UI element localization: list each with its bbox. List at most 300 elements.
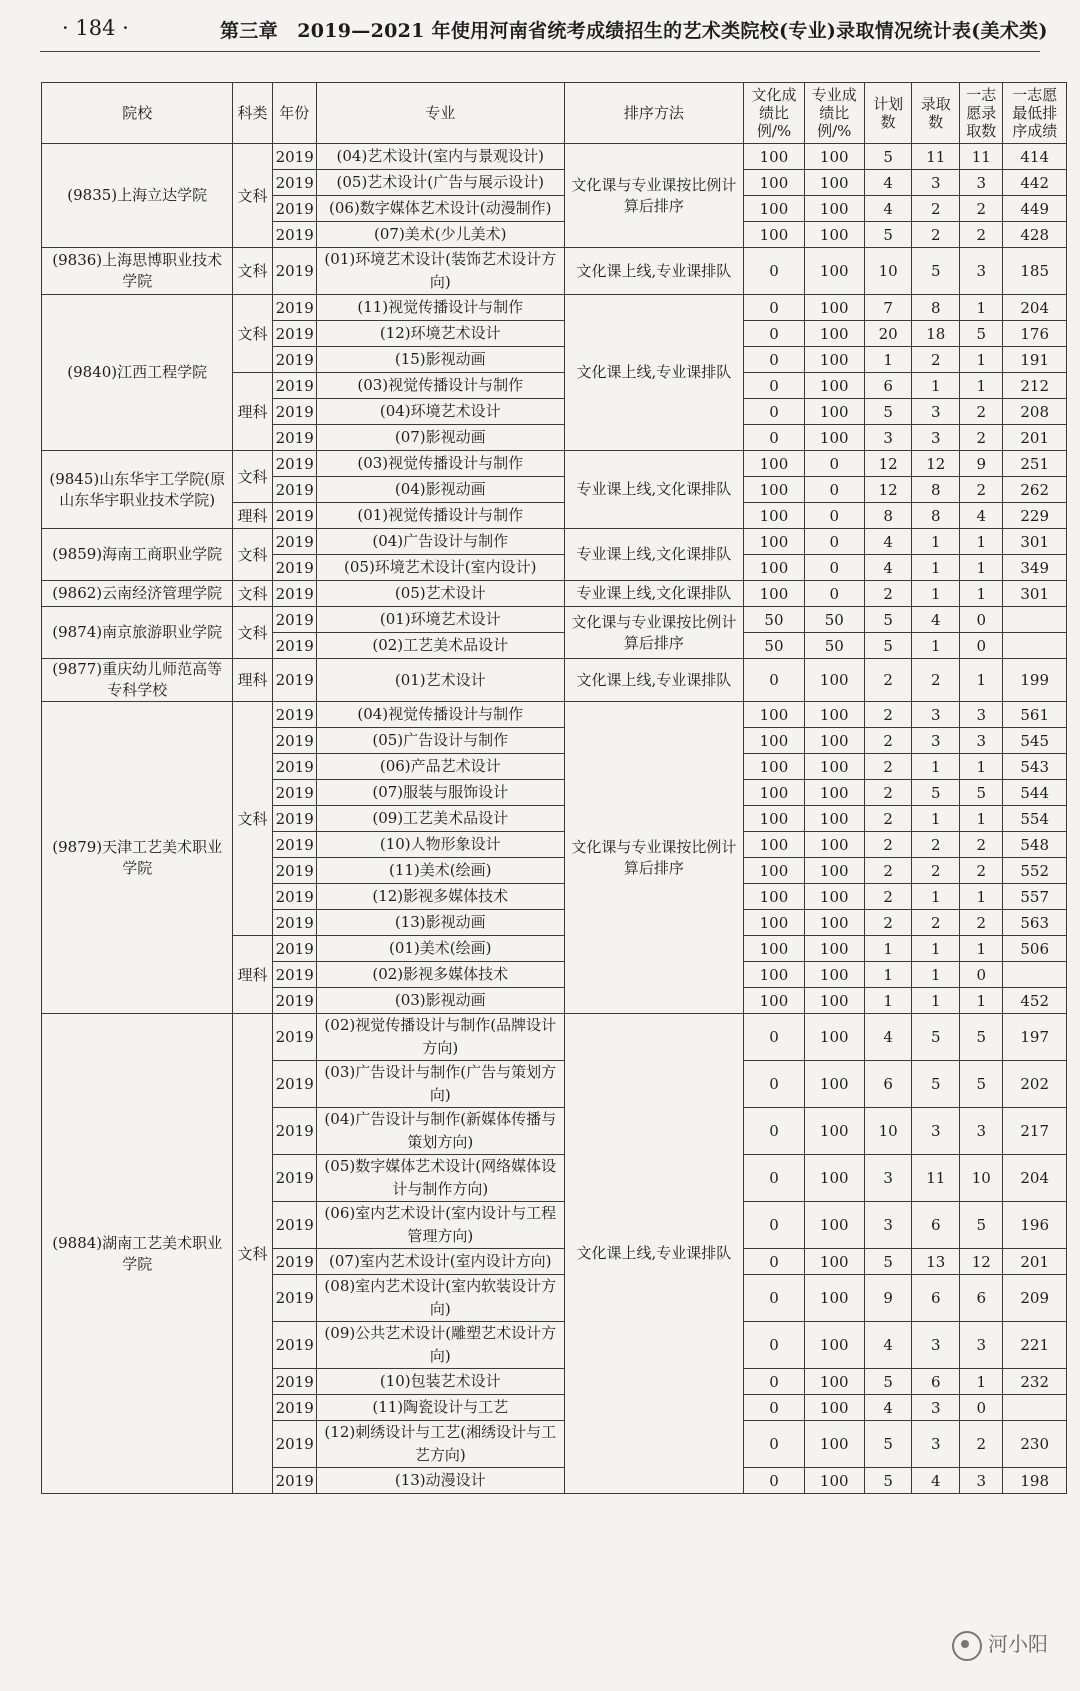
admit-count-cell: 8 (912, 295, 960, 321)
min-score-cell: 543 (1003, 754, 1067, 780)
major-cell: (09)公共艺术设计(雕塑艺术设计方向) (317, 1322, 565, 1369)
year-cell: 2019 (272, 451, 316, 477)
min-score-cell: 199 (1003, 659, 1067, 702)
admit-count-cell: 13 (912, 1249, 960, 1275)
year-cell: 2019 (272, 1421, 316, 1468)
year-cell: 2019 (272, 1275, 316, 1322)
sort-method-cell: 文化课上线,专业课排队 (564, 1014, 744, 1494)
subject-type-cell: 理科 (233, 373, 272, 451)
prof-ratio-cell: 100 (804, 1275, 864, 1322)
table-row (42, 659, 1067, 702)
col-header-first-choice-min-score: 一志愿最低排序成绩 (1003, 83, 1067, 144)
min-score-cell: 251 (1003, 451, 1067, 477)
first-choice-admit-cell: 3 (960, 1322, 1003, 1369)
major-cell: (02)视觉传播设计与制作(品牌设计方向) (317, 1014, 565, 1061)
major-cell: (05)环境艺术设计(室内设计) (317, 555, 565, 581)
major-cell: (11)美术(绘画) (317, 858, 565, 884)
col-header-subject-type: 科类 (233, 83, 272, 144)
plan-count-cell: 2 (864, 910, 912, 936)
first-choice-admit-cell: 1 (960, 295, 1003, 321)
prof-ratio-cell: 100 (804, 1369, 864, 1395)
year-cell: 2019 (272, 884, 316, 910)
year-cell: 2019 (272, 170, 316, 196)
prof-ratio-cell: 100 (804, 1322, 864, 1369)
prof-ratio-cell: 100 (804, 170, 864, 196)
culture-ratio-cell: 100 (744, 702, 804, 728)
watermark-text: 河小阳 (988, 1632, 1048, 1656)
culture-ratio-cell: 0 (744, 1202, 804, 1249)
year-cell: 2019 (272, 832, 316, 858)
subject-type-cell: 文科 (233, 581, 272, 607)
culture-ratio-cell: 50 (744, 607, 804, 633)
first-choice-admit-cell: 5 (960, 1202, 1003, 1249)
prof-ratio-cell: 0 (804, 451, 864, 477)
table-row (42, 144, 1067, 170)
culture-ratio-cell: 0 (744, 1395, 804, 1421)
admit-count-cell: 2 (912, 347, 960, 373)
year-cell: 2019 (272, 373, 316, 399)
admit-count-cell: 11 (912, 144, 960, 170)
plan-count-cell: 5 (864, 633, 912, 659)
year-cell: 2019 (272, 321, 316, 347)
plan-count-cell: 2 (864, 581, 912, 607)
culture-ratio-cell: 0 (744, 425, 804, 451)
admit-count-cell: 4 (912, 607, 960, 633)
min-score-cell: 201 (1003, 1249, 1067, 1275)
year-cell: 2019 (272, 962, 316, 988)
first-choice-admit-cell: 4 (960, 503, 1003, 529)
major-cell: (07)室内艺术设计(室内设计方向) (317, 1249, 565, 1275)
admit-count-cell: 5 (912, 1061, 960, 1108)
year-cell: 2019 (272, 659, 316, 702)
admit-count-cell: 1 (912, 988, 960, 1014)
plan-count-cell: 4 (864, 1395, 912, 1421)
plan-count-cell: 4 (864, 170, 912, 196)
plan-count-cell: 4 (864, 1014, 912, 1061)
major-cell: (06)产品艺术设计 (317, 754, 565, 780)
prof-ratio-cell: 100 (804, 988, 864, 1014)
major-cell: (12)环境艺术设计 (317, 321, 565, 347)
major-cell: (04)影视动画 (317, 477, 565, 503)
min-score-cell: 449 (1003, 196, 1067, 222)
culture-ratio-cell: 100 (744, 936, 804, 962)
year-cell: 2019 (272, 295, 316, 321)
admit-count-cell: 5 (912, 780, 960, 806)
min-score-cell: 506 (1003, 936, 1067, 962)
first-choice-admit-cell: 2 (960, 832, 1003, 858)
min-score-cell: 217 (1003, 1108, 1067, 1155)
plan-count-cell: 7 (864, 295, 912, 321)
major-cell: (03)视觉传播设计与制作 (317, 373, 565, 399)
first-choice-admit-cell: 5 (960, 321, 1003, 347)
year-cell: 2019 (272, 399, 316, 425)
first-choice-admit-cell: 6 (960, 1275, 1003, 1322)
admit-count-cell: 3 (912, 425, 960, 451)
admit-count-cell: 8 (912, 477, 960, 503)
culture-ratio-cell: 0 (744, 373, 804, 399)
institution-cell: (9859)海南工商职业学院 (42, 529, 233, 581)
min-score-cell: 191 (1003, 347, 1067, 373)
year-cell: 2019 (272, 1322, 316, 1369)
culture-ratio-cell: 0 (744, 1421, 804, 1468)
admit-count-cell: 1 (912, 581, 960, 607)
prof-ratio-cell: 100 (804, 1061, 864, 1108)
admit-count-cell: 4 (912, 1468, 960, 1494)
prof-ratio-cell: 0 (804, 503, 864, 529)
culture-ratio-cell: 100 (744, 477, 804, 503)
major-cell: (03)广告设计与制作(广告与策划方向) (317, 1061, 565, 1108)
major-cell: (04)广告设计与制作(新媒体传播与策划方向) (317, 1108, 565, 1155)
culture-ratio-cell: 0 (744, 248, 804, 295)
culture-ratio-cell: 100 (744, 529, 804, 555)
year-cell: 2019 (272, 1155, 316, 1202)
prof-ratio-cell: 100 (804, 884, 864, 910)
sort-method-cell: 专业课上线,文化课排队 (564, 529, 744, 581)
culture-ratio-cell: 0 (744, 1369, 804, 1395)
min-score-cell: 552 (1003, 858, 1067, 884)
prof-ratio-cell: 100 (804, 399, 864, 425)
year-cell: 2019 (272, 425, 316, 451)
year-cell: 2019 (272, 1061, 316, 1108)
prof-ratio-cell: 0 (804, 555, 864, 581)
plan-count-cell: 3 (864, 1155, 912, 1202)
first-choice-admit-cell: 5 (960, 1014, 1003, 1061)
first-choice-admit-cell: 2 (960, 477, 1003, 503)
plan-count-cell: 5 (864, 1369, 912, 1395)
plan-count-cell: 2 (864, 780, 912, 806)
major-cell: (05)数字媒体艺术设计(网络媒体设计与制作方向) (317, 1155, 565, 1202)
major-cell: (15)影视动画 (317, 347, 565, 373)
first-choice-admit-cell: 2 (960, 1421, 1003, 1468)
min-score-cell: 452 (1003, 988, 1067, 1014)
min-score-cell: 209 (1003, 1275, 1067, 1322)
major-cell: (13)影视动画 (317, 910, 565, 936)
prof-ratio-cell: 100 (804, 1108, 864, 1155)
culture-ratio-cell: 100 (744, 170, 804, 196)
culture-ratio-cell: 100 (744, 728, 804, 754)
admit-count-cell: 1 (912, 529, 960, 555)
institution-cell: (9845)山东华宇工学院(原山东华宇职业技术学院) (42, 451, 233, 529)
culture-ratio-cell: 0 (744, 321, 804, 347)
wechat-channel-icon (952, 1631, 982, 1661)
admit-count-cell: 6 (912, 1369, 960, 1395)
institution-cell: (9835)上海立达学院 (42, 144, 233, 248)
admit-count-cell: 5 (912, 248, 960, 295)
prof-ratio-cell: 100 (804, 373, 864, 399)
culture-ratio-cell: 100 (744, 503, 804, 529)
min-score-cell: 229 (1003, 503, 1067, 529)
admit-count-cell: 1 (912, 555, 960, 581)
first-choice-admit-cell: 2 (960, 399, 1003, 425)
plan-count-cell: 4 (864, 1322, 912, 1369)
culture-ratio-cell: 100 (744, 581, 804, 607)
subject-type-cell: 文科 (233, 1014, 272, 1494)
admit-count-cell: 3 (912, 1421, 960, 1468)
major-cell: (11)陶瓷设计与工艺 (317, 1395, 565, 1421)
major-cell: (06)数字媒体艺术设计(动漫制作) (317, 196, 565, 222)
admit-count-cell: 6 (912, 1202, 960, 1249)
table-header-row (42, 83, 1067, 144)
institution-cell: (9879)天津工艺美术职业学院 (42, 702, 233, 1014)
min-score-cell: 221 (1003, 1322, 1067, 1369)
culture-ratio-cell: 100 (744, 555, 804, 581)
year-cell: 2019 (272, 936, 316, 962)
min-score-cell: 196 (1003, 1202, 1067, 1249)
major-cell: (10)人物形象设计 (317, 832, 565, 858)
subject-type-cell: 文科 (233, 248, 272, 295)
first-choice-admit-cell: 2 (960, 425, 1003, 451)
year-cell: 2019 (272, 503, 316, 529)
first-choice-admit-cell: 0 (960, 607, 1003, 633)
culture-ratio-cell: 0 (744, 1468, 804, 1494)
prof-ratio-cell: 100 (804, 248, 864, 295)
min-score-cell: 414 (1003, 144, 1067, 170)
year-cell: 2019 (272, 1249, 316, 1275)
institution-cell: (9884)湖南工艺美术职业学院 (42, 1014, 233, 1494)
admit-count-cell: 1 (912, 884, 960, 910)
culture-ratio-cell: 0 (744, 1108, 804, 1155)
major-cell: (09)工艺美术品设计 (317, 806, 565, 832)
institution-cell: (9874)南京旅游职业学院 (42, 607, 233, 659)
first-choice-admit-cell: 2 (960, 196, 1003, 222)
sort-method-cell: 专业课上线,文化课排队 (564, 451, 744, 529)
year-cell: 2019 (272, 858, 316, 884)
min-score-cell (1003, 607, 1067, 633)
first-choice-admit-cell: 12 (960, 1249, 1003, 1275)
first-choice-admit-cell: 5 (960, 1061, 1003, 1108)
first-choice-admit-cell: 0 (960, 1395, 1003, 1421)
min-score-cell: 212 (1003, 373, 1067, 399)
admit-count-cell: 11 (912, 1155, 960, 1202)
min-score-cell: 561 (1003, 702, 1067, 728)
min-score-cell: 545 (1003, 728, 1067, 754)
culture-ratio-cell: 0 (744, 1061, 804, 1108)
culture-ratio-cell: 0 (744, 659, 804, 702)
first-choice-admit-cell: 2 (960, 858, 1003, 884)
first-choice-admit-cell: 5 (960, 780, 1003, 806)
prof-ratio-cell: 100 (804, 1395, 864, 1421)
culture-ratio-cell: 100 (744, 196, 804, 222)
admit-count-cell: 1 (912, 373, 960, 399)
min-score-cell: 554 (1003, 806, 1067, 832)
culture-ratio-cell: 0 (744, 1322, 804, 1369)
admit-count-cell: 2 (912, 832, 960, 858)
min-score-cell: 428 (1003, 222, 1067, 248)
prof-ratio-cell: 100 (804, 936, 864, 962)
culture-ratio-cell: 0 (744, 1155, 804, 1202)
admit-count-cell: 6 (912, 1275, 960, 1322)
culture-ratio-cell: 100 (744, 910, 804, 936)
plan-count-cell: 20 (864, 321, 912, 347)
prof-ratio-cell: 100 (804, 832, 864, 858)
min-score-cell: 185 (1003, 248, 1067, 295)
prof-ratio-cell: 100 (804, 425, 864, 451)
institution-cell: (9836)上海思博职业技术学院 (42, 248, 233, 295)
first-choice-admit-cell: 3 (960, 702, 1003, 728)
running-head (40, 10, 1048, 46)
institution-cell: (9840)江西工程学院 (42, 295, 233, 451)
prof-ratio-cell: 100 (804, 702, 864, 728)
first-choice-admit-cell: 11 (960, 144, 1003, 170)
year-cell: 2019 (272, 248, 316, 295)
major-cell: (01)视觉传播设计与制作 (317, 503, 565, 529)
table-row (42, 295, 1067, 321)
year-cell: 2019 (272, 477, 316, 503)
prof-ratio-cell: 100 (804, 754, 864, 780)
plan-count-cell: 5 (864, 222, 912, 248)
major-cell: (04)广告设计与制作 (317, 529, 565, 555)
major-cell: (03)影视动画 (317, 988, 565, 1014)
plan-count-cell: 3 (864, 425, 912, 451)
subject-type-cell: 文科 (233, 295, 272, 373)
prof-ratio-cell: 50 (804, 607, 864, 633)
running-title: 第三章 2019—2021 年使用河南省统考成绩招生的艺术类院校(专业)录取情况统计表(美术类) (220, 20, 1048, 42)
admit-count-cell: 3 (912, 702, 960, 728)
major-cell: (05)艺术设计(广告与展示设计) (317, 170, 565, 196)
col-header-culture-ratio: 文化成绩比例/% (744, 83, 804, 144)
min-score-cell: 202 (1003, 1061, 1067, 1108)
watermark-badge (952, 1628, 1048, 1662)
prof-ratio-cell: 100 (804, 1014, 864, 1061)
plan-count-cell: 10 (864, 248, 912, 295)
year-cell: 2019 (272, 196, 316, 222)
min-score-cell (1003, 962, 1067, 988)
major-cell: (13)动漫设计 (317, 1468, 565, 1494)
first-choice-admit-cell: 0 (960, 633, 1003, 659)
admit-count-cell: 3 (912, 728, 960, 754)
header-divider (40, 51, 1040, 52)
min-score-cell: 301 (1003, 529, 1067, 555)
sort-method-cell: 文化课上线,专业课排队 (564, 295, 744, 451)
plan-count-cell: 2 (864, 728, 912, 754)
admit-count-cell: 2 (912, 910, 960, 936)
plan-count-cell: 12 (864, 477, 912, 503)
prof-ratio-cell: 100 (804, 659, 864, 702)
min-score-cell: 208 (1003, 399, 1067, 425)
min-score-cell: 201 (1003, 425, 1067, 451)
year-cell: 2019 (272, 1369, 316, 1395)
min-score-cell: 204 (1003, 1155, 1067, 1202)
prof-ratio-cell: 100 (804, 222, 864, 248)
first-choice-admit-cell: 3 (960, 728, 1003, 754)
plan-count-cell: 2 (864, 702, 912, 728)
col-header-prof-ratio: 专业成绩比例/% (804, 83, 864, 144)
plan-count-cell: 5 (864, 144, 912, 170)
year-cell: 2019 (272, 780, 316, 806)
year-cell: 2019 (272, 1468, 316, 1494)
prof-ratio-cell: 100 (804, 728, 864, 754)
subject-type-cell: 文科 (233, 144, 272, 248)
admit-count-cell: 1 (912, 962, 960, 988)
major-cell: (02)工艺美术品设计 (317, 633, 565, 659)
subject-type-cell: 文科 (233, 451, 272, 503)
sort-method-cell: 文化课与专业课按比例计算后排序 (564, 144, 744, 248)
admit-count-cell: 1 (912, 754, 960, 780)
plan-count-cell: 4 (864, 555, 912, 581)
culture-ratio-cell: 100 (744, 144, 804, 170)
culture-ratio-cell: 100 (744, 780, 804, 806)
admission-stats-table (41, 82, 1067, 1494)
plan-count-cell: 5 (864, 1421, 912, 1468)
col-header-admit-count: 录取数 (912, 83, 960, 144)
major-cell: (08)室内艺术设计(室内软装设计方向) (317, 1275, 565, 1322)
plan-count-cell: 1 (864, 936, 912, 962)
year-cell: 2019 (272, 581, 316, 607)
culture-ratio-cell: 50 (744, 633, 804, 659)
table-row (42, 529, 1067, 555)
first-choice-admit-cell: 1 (960, 806, 1003, 832)
prof-ratio-cell: 100 (804, 1421, 864, 1468)
first-choice-admit-cell: 10 (960, 1155, 1003, 1202)
admit-count-cell: 2 (912, 858, 960, 884)
plan-count-cell: 5 (864, 399, 912, 425)
first-choice-admit-cell: 3 (960, 1108, 1003, 1155)
min-score-cell (1003, 1395, 1067, 1421)
admit-count-cell: 1 (912, 936, 960, 962)
prof-ratio-cell: 100 (804, 780, 864, 806)
year-cell: 2019 (272, 555, 316, 581)
admit-count-cell: 12 (912, 451, 960, 477)
min-score-cell: 232 (1003, 1369, 1067, 1395)
year-cell: 2019 (272, 988, 316, 1014)
col-header-year: 年份 (272, 83, 316, 144)
major-cell: (04)艺术设计(室内与景观设计) (317, 144, 565, 170)
culture-ratio-cell: 100 (744, 451, 804, 477)
admit-count-cell: 5 (912, 1014, 960, 1061)
prof-ratio-cell: 50 (804, 633, 864, 659)
culture-ratio-cell: 100 (744, 884, 804, 910)
major-cell: (01)艺术设计 (317, 659, 565, 702)
table-row (42, 702, 1067, 728)
admit-count-cell: 3 (912, 1108, 960, 1155)
culture-ratio-cell: 0 (744, 1014, 804, 1061)
first-choice-admit-cell: 1 (960, 988, 1003, 1014)
culture-ratio-cell: 0 (744, 1249, 804, 1275)
year-cell: 2019 (272, 910, 316, 936)
plan-count-cell: 2 (864, 884, 912, 910)
first-choice-admit-cell: 9 (960, 451, 1003, 477)
first-choice-admit-cell: 3 (960, 170, 1003, 196)
culture-ratio-cell: 0 (744, 347, 804, 373)
major-cell: (02)影视多媒体技术 (317, 962, 565, 988)
plan-count-cell: 4 (864, 529, 912, 555)
major-cell: (11)视觉传播设计与制作 (317, 295, 565, 321)
first-choice-admit-cell: 1 (960, 373, 1003, 399)
year-cell: 2019 (272, 633, 316, 659)
major-cell: (12)刺绣设计与工艺(湘绣设计与工艺方向) (317, 1421, 565, 1468)
col-header-sort-method: 排序方法 (564, 83, 744, 144)
sort-method-cell: 专业课上线,文化课排队 (564, 581, 744, 607)
prof-ratio-cell: 0 (804, 477, 864, 503)
plan-count-cell: 6 (864, 373, 912, 399)
plan-count-cell: 4 (864, 196, 912, 222)
admit-count-cell: 1 (912, 633, 960, 659)
major-cell: (05)艺术设计 (317, 581, 565, 607)
prof-ratio-cell: 100 (804, 321, 864, 347)
major-cell: (10)包装艺术设计 (317, 1369, 565, 1395)
prof-ratio-cell: 100 (804, 144, 864, 170)
culture-ratio-cell: 0 (744, 295, 804, 321)
min-score-cell: 557 (1003, 884, 1067, 910)
plan-count-cell: 10 (864, 1108, 912, 1155)
major-cell: (07)美术(少儿美术) (317, 222, 565, 248)
subject-type-cell: 理科 (233, 503, 272, 529)
min-score-cell: 197 (1003, 1014, 1067, 1061)
plan-count-cell: 2 (864, 659, 912, 702)
prof-ratio-cell: 100 (804, 1155, 864, 1202)
first-choice-admit-cell: 3 (960, 1468, 1003, 1494)
prof-ratio-cell: 100 (804, 1468, 864, 1494)
